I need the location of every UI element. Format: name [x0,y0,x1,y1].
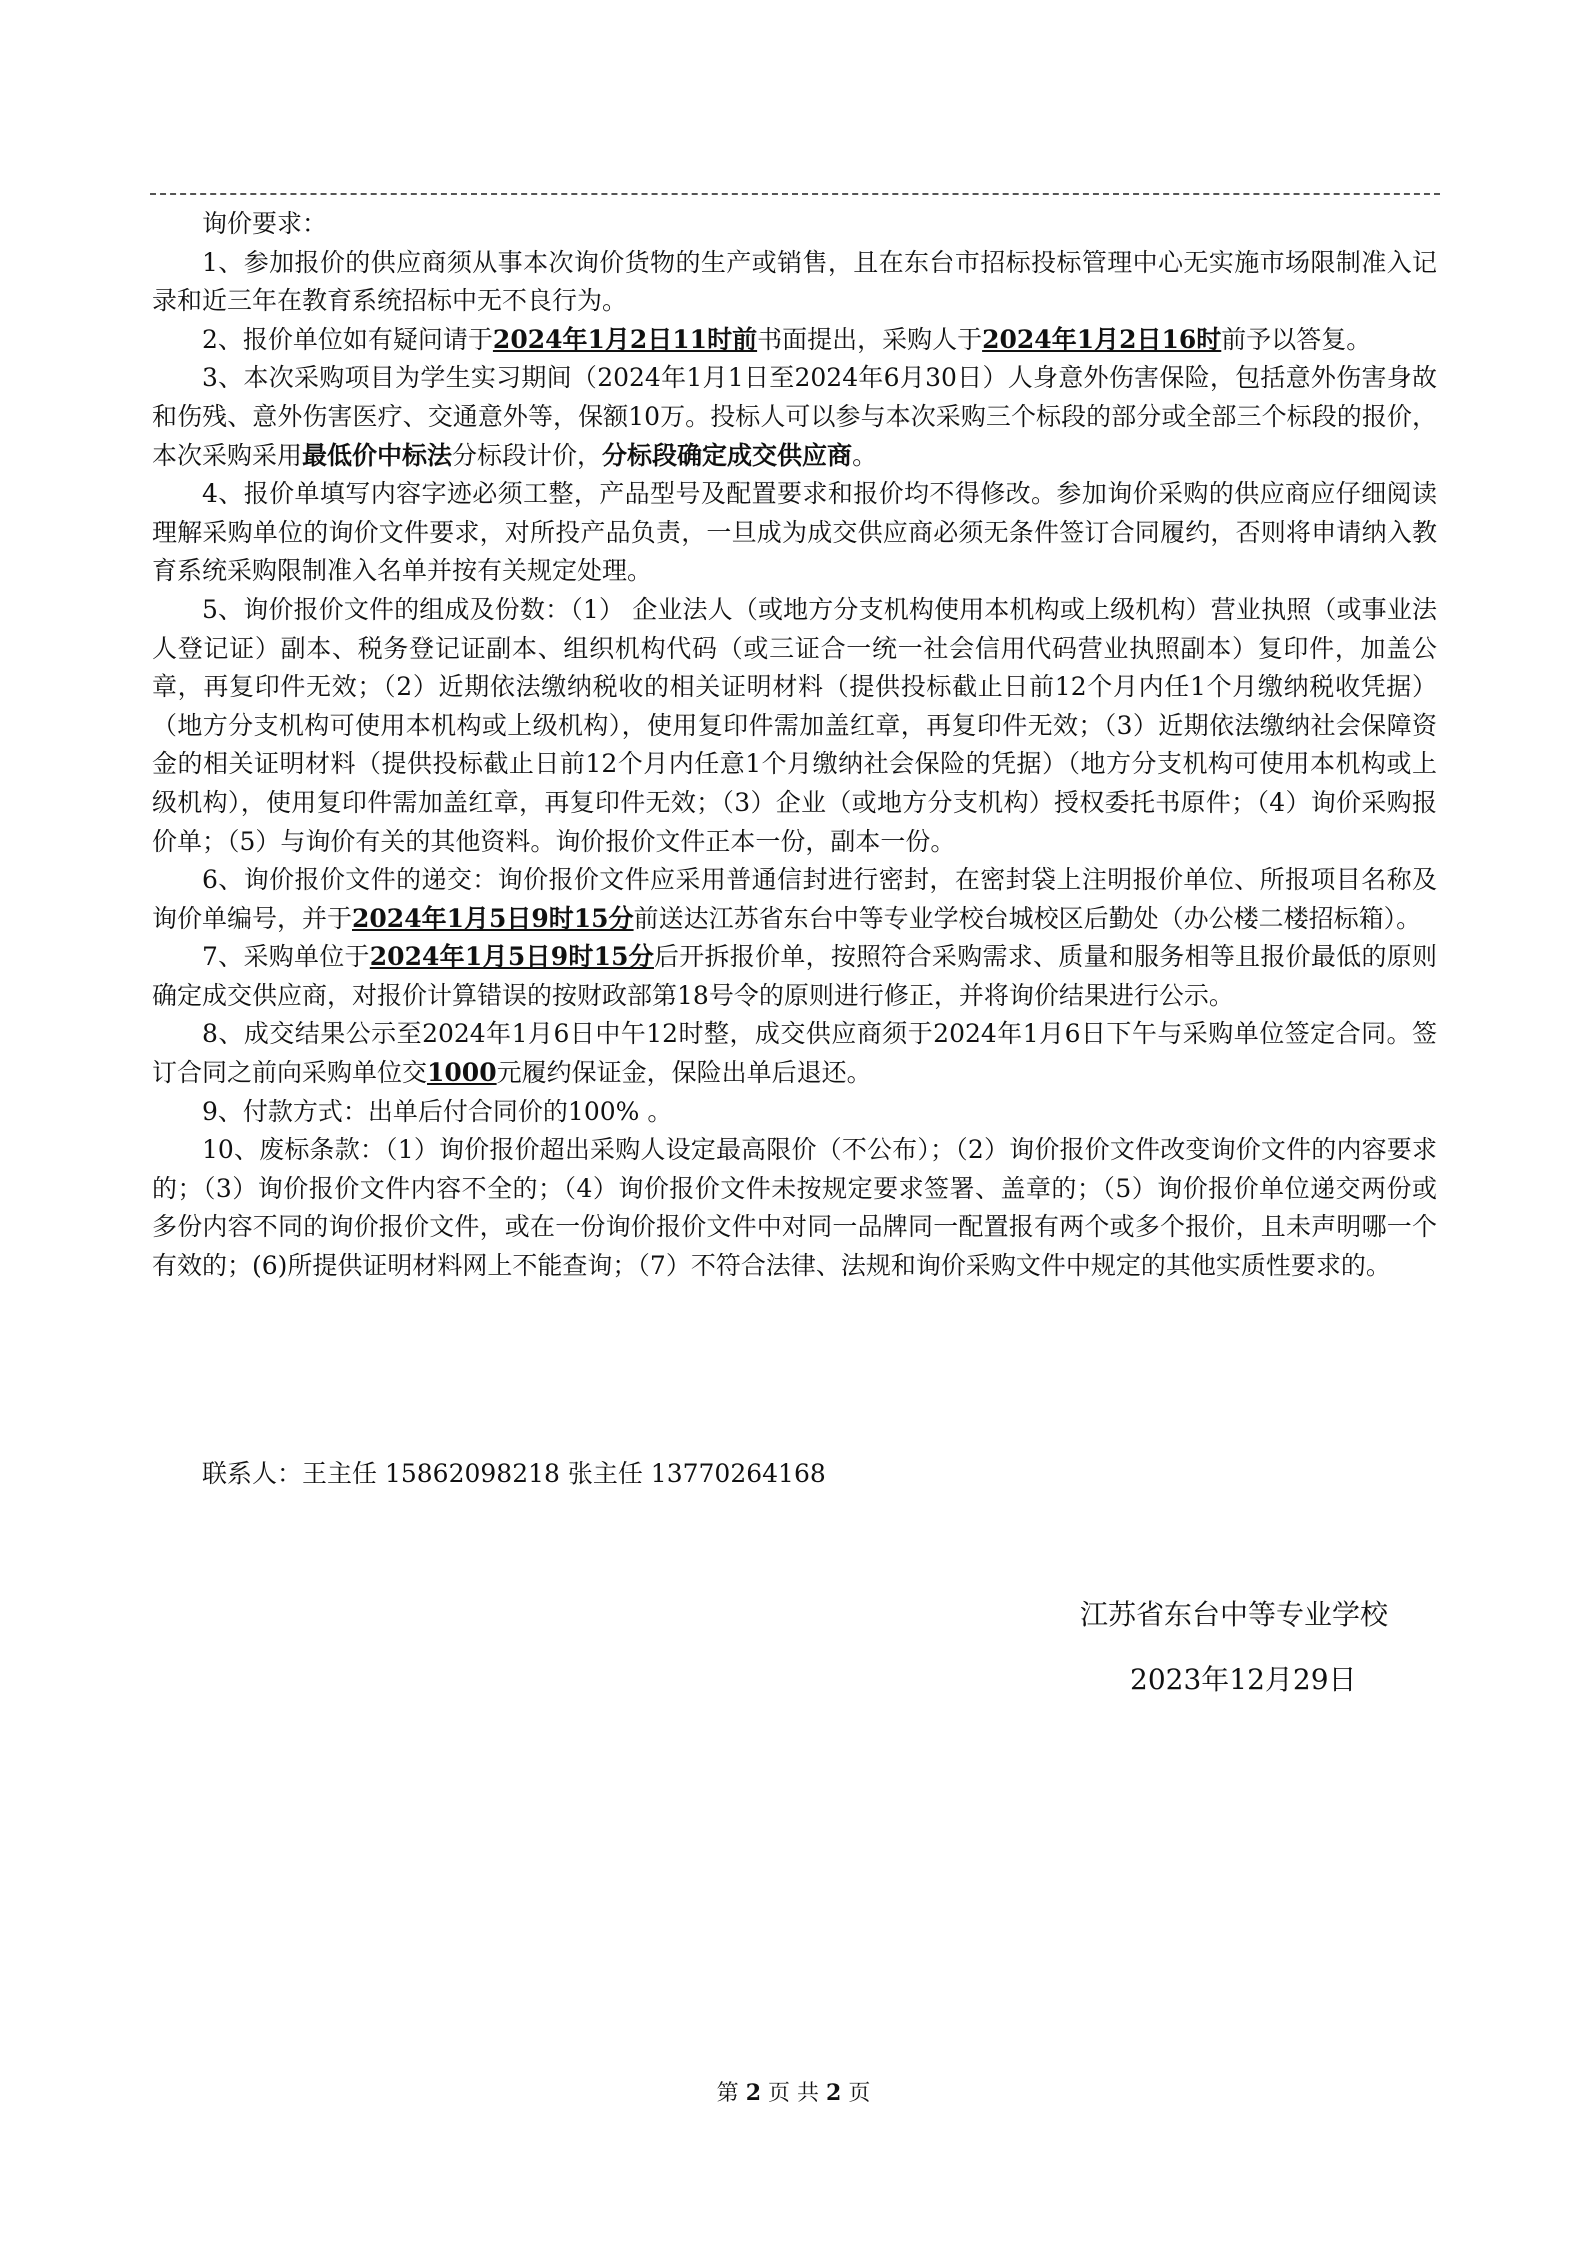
section-heading: 询价要求： [202,209,328,238]
page-number-footer: 第 2 页 共 2 页 [716,2080,871,2106]
header-dashed-divider [150,193,1440,195]
requirement-item-8: 8、成交结果公示至2024年1月6日中午12时整，成交供应商须于2024年1月6日下午与采购单位签定合同。签订合同之前向采购单位交1000元履约保证金，保险出单后退还。 [152,1019,1437,1088]
requirement-item-6: 6、询价报价文件的递交：询价报价文件应采用普通信封进行密封，在密封袋上注明报价单位、所报项目名称及询价单编号，并于2024年1月5日9时15分前送达江苏省东台中等专业学校台城校区后勤处（办公楼二楼招标箱）。 [152,865,1437,933]
total-page-number: 2 [826,2080,842,2106]
per-section-supplier: 分标段确定成交供应商 [602,440,853,470]
signature-date: 2023年12月29日 [1130,1663,1357,1696]
requirement-item-10: 10、废标条款：（1）询价报价超出采购人设定最高限价（不公布）；（2）询价报价文件改变询价文件的内容要求的；（3）询价报价文件内容不全的；（4）询价报价文件未按规定要求签署、盖章的；（5）询价报价单位递交两份或多份内容不同的询价报价文件，或在一份询价报价文件中对同一品牌同一配置报有两个或多个报价，且未声明哪一个有效的；(6)所提供证明材料网上不能查询；（7）不符合法律、法规和询价采购文件中规定的其他实质性要求的。 [152,1135,1437,1281]
requirement-item-7: 7、采购单位于2024年1月5日9时15分后开拆报价单，按照符合采购需求、质量和服务相等且报价最低的原则确定成交供应商，对报价计算错误的按财政部第18号令的原则进行修正，并将询价结果进行公示。 [152,942,1437,1010]
submission-deadline: 2024年1月5日9时15分 [352,903,634,933]
answer-deadline: 2024年1月2日16时 [982,324,1222,354]
requirements-body [152,205,1437,1286]
deposit-amount: 1000 [427,1058,497,1088]
requirement-item-9: 9、付款方式：出单后付合同价的100% 。 [202,1096,673,1126]
contact-line: 联系人：王主任 15862098218 张主任 13770264168 [202,1459,826,1488]
requirement-item-3: 3、本次采购项目为学生实习期间（2024年1月1日至2024年6月30日）人身意外伤害保险，包括意外伤害身故和伤残、意外伤害医疗、交通意外等，保额10万。投标人可以参与本次采购三个标段的部分或全部三个标段的报价，本次采购采用最低价中标法分标段计价，分标段确定成交供应商。 [152,363,1437,470]
lowest-price-method: 最低价中标法 [302,440,453,470]
opening-time: 2024年1月5日9时15分 [369,942,654,972]
requirement-item-5: 5、询价报价文件的组成及份数：（1） 企业法人（或地方分支机构使用本机构或上级机构）营业执照（或事业法人登记证）副本、税务登记证副本、组织机构代码（或三证合一统一社会信用代码营业执照副本）复印件，加盖公章，再复印件无效；（2）近期依法缴纳税收的相关证明材料（提供投标截止日前12个月内任1个月缴纳税收凭据）（地方分支机构可使用本机构或上级机构），使用复印件需加盖红章，再复印件无效；（3）近期依法缴纳社会保障资金的相关证明材料（提供投标截止日前12个月内任意1个月缴纳社会保险的凭据）（地方分支机构可使用本机构或上级机构），使用复印件需加盖红章，再复印件无效；（3）企业（或地方分支机构）授权委托书原件；（4）询价采购报价单；（5）与询价有关的其他资料。询价报价文件正本一份，副本一份。 [152,594,1437,856]
current-page-number: 2 [745,2080,761,2106]
question-deadline: 2024年1月2日11时前 [492,324,758,354]
requirement-item-2: 2、报价单位如有疑问请于2024年1月2日11时前书面提出，采购人于2024年1月2日16时前予以答复。 [202,324,1372,354]
requirement-item-4: 4、报价单填写内容字迹必须工整，产品型号及配置要求和报价均不得修改。参加询价采购的供应商应仔细阅读理解采购单位的询价文件要求，对所投产品负责，一旦成为成交供应商必须无条件签订合同履约，否则将申请纳入教育系统采购限制准入名单并按有关规定处理。 [152,479,1437,586]
requirement-item-1: 1、参加报价的供应商须从事本次询价货物的生产或销售，且在东台市招标投标管理中心无实施市场限制准入记录和近三年在教育系统招标中无不良行为。 [152,247,1437,316]
signature-organization: 江苏省东台中等专业学校 [1080,1598,1389,1631]
